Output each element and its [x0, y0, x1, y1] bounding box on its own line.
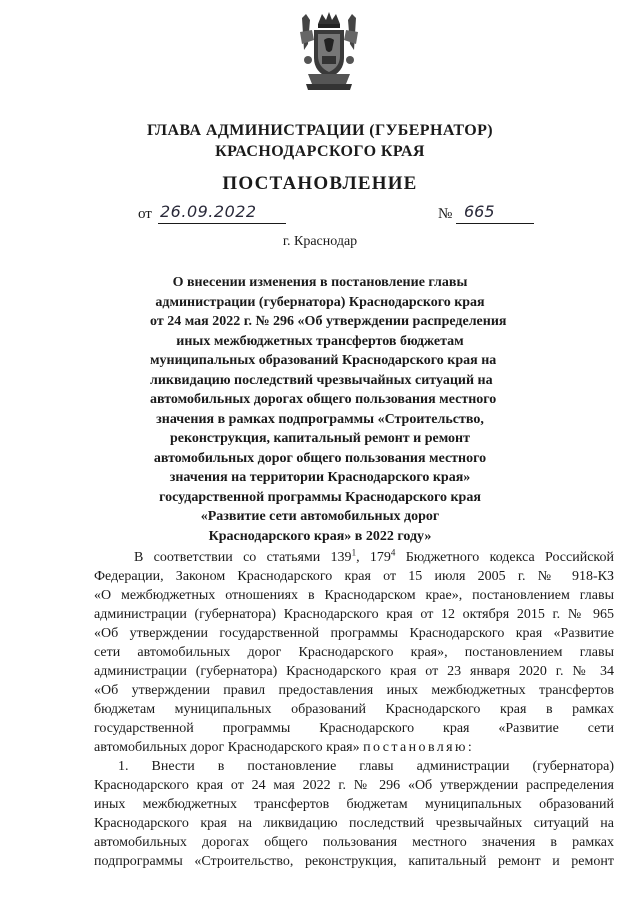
title-line: Краснодарского края» в 2022 году»: [208, 528, 432, 544]
date-label: от: [138, 206, 152, 222]
title-line: значения на территории Краснодарского края»: [169, 470, 471, 485]
decree-title: ПОСТАНОВЛЕНИЕ: [222, 173, 418, 194]
body-line: сети автомобильных дорог Краснодарского края», постановлением главы: [94, 645, 614, 660]
title-line: автомобильных дорогах общего пользования местного: [150, 392, 497, 407]
body-text: Бюджетного кодекса Российской: [395, 550, 614, 565]
title-line: О внесении изменения в постановление главы: [172, 275, 468, 290]
title-line: автомобильных дорог общего пользования местного: [153, 450, 487, 466]
decree-body: [94, 548, 614, 871]
body-line: «Об утверждении государственной программы Краснодарского края «Развитие: [94, 626, 614, 641]
number-underline: [456, 223, 534, 224]
date-underline: [158, 223, 286, 224]
body-paragraph-2-first-line: 1. Внести в постановление главы администрации (губернатора): [118, 759, 614, 774]
superscript: 1: [351, 547, 357, 558]
date-number-row: [138, 204, 538, 228]
body-line: [94, 738, 614, 757]
body-line: администрации (губернатора) Краснодарского края от 12 октября 2015 г. № 965: [94, 607, 614, 622]
number-label: №: [438, 206, 453, 222]
body-text: автомобильных дорог Краснодарского края»: [94, 740, 364, 755]
title-line: от 24 мая 2022 г. № 296 «Об утверждении распределения: [150, 314, 507, 329]
resolve-word: постановляю: [363, 740, 468, 755]
body-line: подпрограммы «Строительство, реконструкция, капитальный ремонт и ремонт: [94, 854, 614, 869]
body-line: Краснодарского края от 24 мая 2022 г. № 296 «Об утверждении распределения: [94, 778, 614, 793]
body-paragraph-1-first-line: [94, 548, 614, 567]
title-line: «Развитие сети автомобильных дорог: [200, 509, 440, 524]
header-line-1: ГЛАВА АДМИНИСТРАЦИИ (ГУБЕРНАТОР): [147, 122, 493, 139]
date-value: 26.09.2022: [160, 202, 257, 221]
header-line-2: КРАСНОДАРСКОГО КРАЯ: [215, 143, 425, 160]
body-line: автомобильных дорогах общего пользования местного значения в рамках: [94, 835, 614, 850]
city-line: г. Краснодар: [282, 234, 358, 249]
title-line: реконструкция, капитальный ремонт и ремонт: [169, 431, 471, 446]
number-value: 665: [464, 202, 495, 221]
body-line: Федерации, Законом Краснодарского края от 15 июля 2005 г. № 918-КЗ: [94, 569, 614, 584]
body-line: «Об утверждении правил предоставления иных межбюджетных трансфертов: [94, 683, 614, 698]
body-line: администрации (губернатора) Краснодарского края от 23 января 2020 г. № 34: [94, 664, 614, 679]
title-line: ликвидацию последствий чрезвычайных ситуаций на: [150, 372, 493, 388]
title-line: государственной программы Краснодарского края: [159, 489, 481, 505]
coat-of-arms-emblem: [296, 10, 362, 92]
superscript: 4: [390, 547, 396, 558]
body-line: бюджетам муниципальных образований Краснодарского края в рамках: [94, 702, 614, 717]
body-line: иных межбюджетных трансфертов бюджетам муниципальных образований: [94, 797, 614, 812]
body-text: , 179: [356, 550, 391, 565]
body-text: :: [467, 740, 472, 755]
title-line: иных межбюджетных трансфертов бюджетам: [176, 333, 464, 349]
body-line: государственной программы Краснодарского края «Развитие сети: [94, 721, 614, 736]
body-line: Краснодарского края на ликвидацию последствий чрезвычайных ситуаций на: [94, 816, 614, 831]
title-line: муниципальных образований Краснодарского края на: [150, 353, 497, 368]
title-line: значения в рамках подпрограммы «Строительство,: [156, 411, 484, 427]
body-text: В соответствии со статьями 139: [134, 550, 352, 565]
body-line: «О межбюджетных отношениях в Краснодарском крае», постановлением главы: [94, 588, 614, 603]
title-line: администрации (губернатора) Краснодарского края: [155, 294, 485, 310]
decree-subject-title: [150, 273, 507, 546]
